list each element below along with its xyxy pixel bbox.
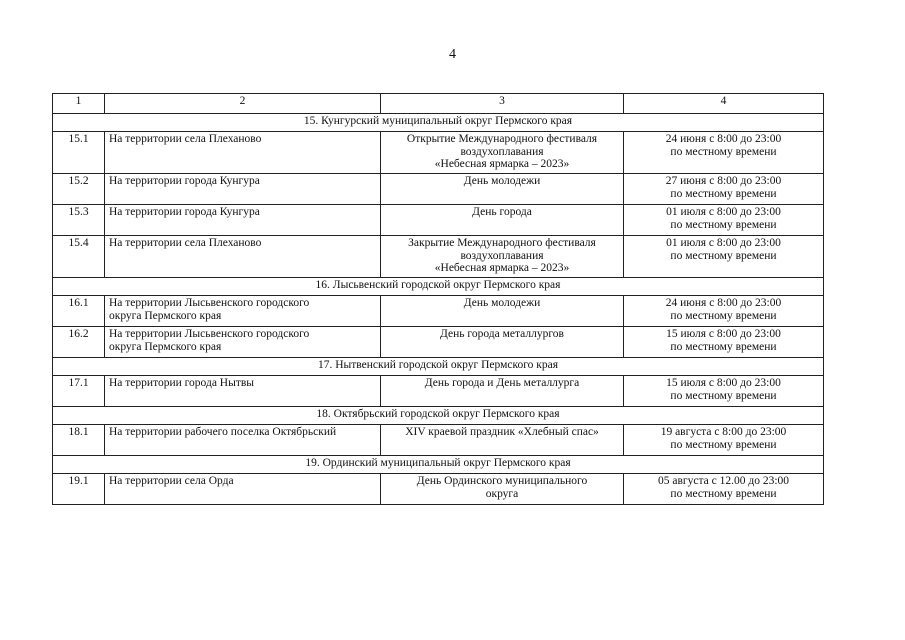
cell-line: На территории города Кунгура	[109, 175, 260, 187]
place-cell	[105, 205, 381, 236]
cell-line: На территории Лысьвенского городского	[109, 297, 310, 309]
section-title: 15. Кунгурский муниципальный округ Пермского края	[53, 114, 824, 132]
cell-line: воздухоплавания	[460, 145, 544, 158]
event-cell	[381, 376, 624, 407]
cell-line: 01 июля с 8:00 до 23:00	[666, 237, 781, 249]
time-cell	[624, 474, 824, 505]
cell-line: 05 августа с 12.00 до 23:00	[657, 475, 790, 487]
cell-line: по местному времени	[670, 218, 777, 231]
event-cell	[381, 425, 624, 456]
table-row	[53, 425, 824, 456]
event-cell	[381, 205, 624, 236]
cell-line: 01 июля с 8:00 до 23:00	[666, 206, 781, 218]
event-cell	[381, 174, 624, 205]
cell-line: День города	[472, 206, 532, 218]
cell-line: На территории села Плеханово	[109, 133, 262, 145]
cell-line: На территории города Нытвы	[109, 377, 255, 389]
cell-line: XIV краевой праздник «Хлебный спас»	[405, 426, 599, 438]
header-cell: 4	[624, 94, 824, 114]
table-body	[53, 114, 824, 505]
table-row	[53, 132, 824, 174]
cell-line: «Небесная ярмарка – 2023»	[434, 158, 570, 170]
cell-line: На территории села Орда	[109, 475, 234, 487]
section-row	[53, 278, 824, 296]
cell-line: «Небесная ярмарка – 2023»	[434, 262, 570, 274]
time-cell	[624, 296, 824, 327]
cell-line: На территории Лысьвенского городского	[109, 328, 310, 340]
cell-line: 19 августа с 8:00 до 23:00	[660, 426, 787, 438]
cell-line: 15 июля с 8:00 до 23:00	[666, 377, 781, 389]
row-number: 17.1	[53, 376, 105, 407]
section-row	[53, 358, 824, 376]
section-title: 17. Нытвенский городской округ Пермского края	[53, 358, 824, 376]
cell-line: День Ординского муниципального	[416, 475, 588, 487]
row-number: 19.1	[53, 474, 105, 505]
table-row	[53, 236, 824, 278]
cell-line: по местному времени	[670, 487, 777, 500]
cell-line: 27 июня с 8:00 до 23:00	[665, 175, 782, 187]
section-title: 16. Лысьвенский городской округ Пермского края	[53, 278, 824, 296]
cell-line: День города и День металлурга	[424, 377, 580, 389]
section-row	[53, 407, 824, 425]
time-cell	[624, 327, 824, 358]
table-row	[53, 474, 824, 505]
place-cell	[105, 327, 381, 358]
table-row	[53, 376, 824, 407]
row-number: 16.1	[53, 296, 105, 327]
cell-line: по местному времени	[670, 187, 777, 200]
row-number: 15.3	[53, 205, 105, 236]
header-cell: 2	[105, 94, 381, 114]
cell-line: округа Пермского края	[109, 340, 222, 353]
cell-line: Закрытие Международного фестиваля	[408, 237, 596, 249]
events-table	[52, 93, 824, 505]
row-number: 18.1	[53, 425, 105, 456]
row-number: 15.1	[53, 132, 105, 174]
time-cell	[624, 376, 824, 407]
section-row	[53, 456, 824, 474]
cell-line: День молодежи	[463, 175, 541, 187]
header-cell: 3	[381, 94, 624, 114]
time-cell	[624, 132, 824, 174]
place-cell	[105, 296, 381, 327]
row-number: 16.2	[53, 327, 105, 358]
time-cell	[624, 205, 824, 236]
cell-line: День города металлургов	[440, 328, 564, 340]
row-number: 15.4	[53, 236, 105, 278]
cell-line: округа	[485, 487, 519, 500]
place-cell	[105, 376, 381, 407]
cell-line: На территории села Плеханово	[109, 237, 262, 249]
cell-line: воздухоплавания	[460, 249, 544, 262]
row-number: 15.2	[53, 174, 105, 205]
header-row	[53, 94, 824, 114]
time-cell	[624, 425, 824, 456]
table-row	[53, 174, 824, 205]
time-cell	[624, 236, 824, 278]
table-row	[53, 205, 824, 236]
place-cell	[105, 425, 381, 456]
cell-line: по местному времени	[670, 309, 777, 322]
cell-line: по местному времени	[670, 249, 777, 262]
event-cell	[381, 474, 624, 505]
cell-line: На территории города Кунгура	[109, 206, 260, 218]
cell-line: 24 июня с 8:00 до 23:00	[665, 297, 782, 309]
cell-line: 24 июня с 8:00 до 23:00	[665, 133, 782, 145]
place-cell	[105, 474, 381, 505]
table-row	[53, 296, 824, 327]
page-number: 4	[449, 47, 456, 62]
cell-line: по местному времени	[670, 389, 777, 402]
cell-line: по местному времени	[670, 145, 777, 158]
place-cell	[105, 236, 381, 278]
place-cell	[105, 132, 381, 174]
cell-line: по местному времени	[670, 438, 777, 451]
event-cell	[381, 296, 624, 327]
cell-line: по местному времени	[670, 340, 777, 353]
cell-line: Открытие Международного фестиваля	[406, 133, 598, 145]
header-cell: 1	[53, 94, 105, 114]
place-cell	[105, 174, 381, 205]
event-cell	[381, 236, 624, 278]
cell-line: На территории рабочего поселка Октябрьский	[109, 426, 337, 438]
cell-line: 15 июля с 8:00 до 23:00	[666, 328, 781, 340]
section-title: 18. Октябрьский городской округ Пермского края	[53, 407, 824, 425]
section-title: 19. Ординский муниципальный округ Пермского края	[53, 456, 824, 474]
event-cell	[381, 132, 624, 174]
time-cell	[624, 174, 824, 205]
section-row	[53, 114, 824, 132]
table-row	[53, 327, 824, 358]
event-cell	[381, 327, 624, 358]
cell-line: День молодежи	[463, 297, 541, 309]
cell-line: округа Пермского края	[109, 309, 222, 322]
